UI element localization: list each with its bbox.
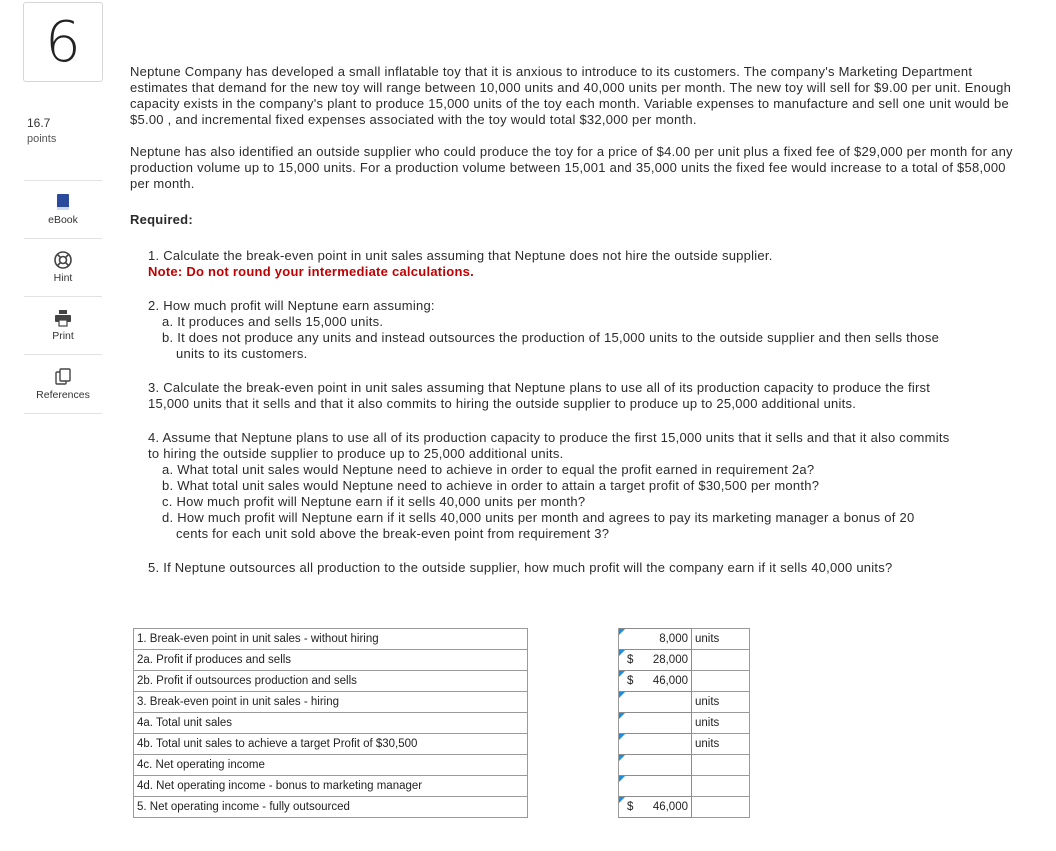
- input-marker-icon: [619, 692, 625, 698]
- answer-table: [133, 628, 750, 818]
- answer-row: [134, 776, 750, 797]
- requirement-4d-cont: cents for each unit sold above the break-even point from requirement 3?: [176, 526, 610, 541]
- answer-label: 2b. Profit if outsources production and sells: [134, 671, 528, 692]
- points-label: points: [27, 133, 57, 145]
- answer-unit: [692, 776, 750, 797]
- problem-text: [130, 64, 1020, 576]
- requirement-2b-cont: units to its customers.: [176, 346, 308, 361]
- answer-row: [134, 629, 750, 650]
- ebook-button[interactable]: [24, 180, 102, 237]
- answer-label: 2a. Profit if produces and sells: [134, 650, 528, 671]
- answer-value: 28,000: [652, 654, 688, 666]
- answer-input[interactable]: [619, 671, 692, 692]
- problem-supplier: Neptune has also identified an outside supplier who could produce the toy for a price of $4.00 per unit plus a fixed fee of $29,000 per month for any production volume up to 15,000 units. For a production volume between 15,001 and 35,000 units the fixed fee would increase to a total of $58,000 per month.: [130, 144, 1013, 191]
- input-marker-icon: [619, 734, 625, 740]
- answer-unit: units: [692, 713, 750, 734]
- answer-unit: [692, 755, 750, 776]
- answer-value: 46,000: [652, 675, 688, 687]
- input-marker-icon: [619, 755, 625, 761]
- requirement-3: 3. Calculate the break-even point in unit sales assuming that Neptune plans to use all of its production capacity to produce the first: [148, 380, 931, 395]
- references-label: References: [36, 388, 90, 401]
- requirement-1: 1. Calculate the break-even point in unit sales assuming that Neptune does not hire the outside supplier.: [148, 248, 773, 263]
- references-icon: [54, 368, 72, 386]
- currency-symbol: $: [627, 801, 634, 813]
- requirement-2b: b. It does not produce any units and instead outsources the production of 15,000 units to the outside supplier and then sells those: [162, 330, 940, 345]
- answer-value: 46,000: [652, 801, 688, 813]
- answer-input[interactable]: [619, 650, 692, 671]
- requirement-4d: d. How much profit will Neptune earn if it sells 40,000 units per month and agrees to pay its marketing manager a bonus of 20: [162, 510, 915, 525]
- required-heading: Required:: [130, 212, 193, 227]
- ebook-label: eBook: [48, 213, 78, 226]
- answer-unit: [692, 650, 750, 671]
- answer-value: 8,000: [659, 633, 688, 645]
- requirements-list: [130, 248, 1020, 576]
- answer-input[interactable]: [619, 755, 692, 776]
- answer-row: [134, 650, 750, 671]
- question-number: 6: [23, 2, 103, 82]
- answer-input[interactable]: [619, 797, 692, 818]
- answer-input[interactable]: [619, 629, 692, 650]
- input-marker-icon: [619, 797, 625, 803]
- requirement-3-cont: 15,000 units that it sells and that it also commits to hiring the outside supplier to produce up to 25,000 additional units.: [148, 396, 857, 411]
- answer-label: 4a. Total unit sales: [134, 713, 528, 734]
- points-value: 16.7: [27, 116, 51, 130]
- answer-row: [134, 671, 750, 692]
- requirement-4-cont: to hiring the outside supplier to produce up to 25,000 additional units.: [148, 446, 564, 461]
- answer-label: 4c. Net operating income: [134, 755, 528, 776]
- references-button[interactable]: [24, 354, 102, 414]
- input-marker-icon: [619, 776, 625, 782]
- requirement-4: 4. Assume that Neptune plans to use all of its production capacity to produce the first 15,000 units that it sells and that it also commits: [148, 430, 950, 445]
- answer-row: [134, 755, 750, 776]
- input-marker-icon: [619, 650, 625, 656]
- answer-unit: units: [692, 629, 750, 650]
- input-marker-icon: [619, 629, 625, 635]
- requirement-1-note: Note: Do not round your intermediate calculations.: [148, 264, 474, 279]
- print-label: Print: [52, 329, 74, 342]
- answer-label: 4d. Net operating income - bonus to marketing manager: [134, 776, 528, 797]
- hint-button[interactable]: [24, 238, 102, 295]
- currency-symbol: $: [627, 654, 634, 666]
- answer-input[interactable]: [619, 734, 692, 755]
- book-icon: [54, 193, 72, 211]
- requirement-2: 2. How much profit will Neptune earn assuming:: [148, 298, 435, 313]
- answer-input[interactable]: [619, 776, 692, 797]
- answer-unit: [692, 671, 750, 692]
- answer-label: 5. Net operating income - fully outsourced: [134, 797, 528, 818]
- requirement-4c: c. How much profit will Neptune earn if it sells 40,000 units per month?: [162, 494, 586, 509]
- print-icon: [54, 309, 72, 327]
- answer-label: 1. Break-even point in unit sales - without hiring: [134, 629, 528, 650]
- print-button[interactable]: [24, 296, 102, 353]
- requirement-4b: b. What total unit sales would Neptune need to achieve in order to attain a target profit of $30,500 per month?: [162, 478, 820, 493]
- answer-unit: units: [692, 692, 750, 713]
- answer-row: [134, 713, 750, 734]
- requirement-5: 5. If Neptune outsources all production to the outside supplier, how much profit will the company earn if it sells 40,000 units?: [148, 560, 893, 575]
- hint-label: Hint: [53, 271, 73, 284]
- answer-unit: [692, 797, 750, 818]
- answer-row: [134, 797, 750, 818]
- answer-row: [134, 692, 750, 713]
- answer-label: 3. Break-even point in unit sales - hiring: [134, 692, 528, 713]
- input-marker-icon: [619, 671, 625, 677]
- input-marker-icon: [619, 713, 625, 719]
- answer-input[interactable]: [619, 713, 692, 734]
- currency-symbol: $: [627, 675, 634, 687]
- hint-icon: [54, 251, 72, 269]
- problem-intro: Neptune Company has developed a small inflatable toy that it is anxious to introduce to its customers. The company's Marketing Department estimates that demand for the new toy will range between 10,000 units and 40,000 units per month. The new toy will sell for $9.00 per unit. Enough capacity exists in the company's plant to produce 15,000 units of the toy each month. Variable expenses to manufacture and sell one unit would be $5.00 , and incremental fixed expenses associated with the toy would total $32,000 per month.: [130, 64, 1012, 127]
- answer-label: 4b. Total unit sales to achieve a target Profit of $30,500: [134, 734, 528, 755]
- requirement-2a: a. It produces and sells 15,000 units.: [162, 314, 384, 329]
- answer-row: [134, 734, 750, 755]
- answer-input[interactable]: [619, 692, 692, 713]
- answer-unit: units: [692, 734, 750, 755]
- requirement-4a: a. What total unit sales would Neptune need to achieve in order to equal the profit earned in requirement 2a?: [162, 462, 815, 477]
